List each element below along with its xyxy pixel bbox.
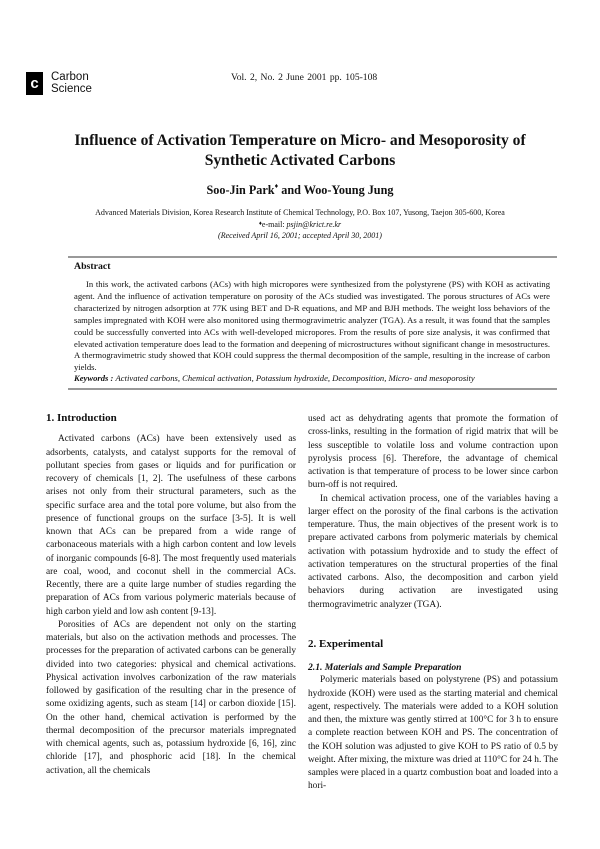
keywords-label: Keywords : <box>74 373 116 383</box>
abstract-bottom-rule <box>68 388 557 390</box>
corresponding-author-icon: ♦ <box>274 182 279 190</box>
intro-paragraph-3: In chemical activation process, one of the variables having a larger effect on the porosity of the final carbons is the activation temperature. Thus, the main objectives of the present work is to prepare activated carbons from polymeric materials by chemical activation with potassium hydroxide and to study the effect of activation temperatures on the structural properties of the final activated carbons. Also, the decomposition and carbon yield behaviors during activation are investigated using thermogravimetric analyzer (TGA). <box>308 493 558 610</box>
affiliation-block <box>40 207 560 242</box>
abstract-top-rule <box>68 256 557 258</box>
contact-email-line <box>40 219 560 231</box>
right-column <box>308 413 558 794</box>
author-list <box>40 183 560 198</box>
abstract-body <box>74 279 550 374</box>
intro-paragraph-2: Porosities of ACs are dependent not only on the starting materials, but also on the activation methods and processes. The processes for the preparation of activated carbons can be generally divided into two categories: physical and chemical activations. Physical activation involves carbonization of the raw materials followed by gasification of the resulting char in the presence of some oxidizing agents, such as steam [14] or carbon dioxide [15]. On the other hand, chemical activation is performed by the thermal decomposition of the precursor materials impregnated with chemical agents, such as, potassium hydroxide [6, 16], zinc chloride [17], and phosphoric acid [18]. In the chemical activation, all the chemicals <box>46 619 296 776</box>
journal-name-line1: Carbon <box>51 71 89 83</box>
paper-title-line2: Synthetic Activated Carbons <box>204 152 396 169</box>
section-heading-experimental: 2. Experimental <box>308 637 384 650</box>
abstract-text: In this work, the activated carbons (ACs) with high micropores were synthesized from the polystyrene (PS) with KOH as activating agent. And the influence of activation temperature on porosity of the ACs studied was investigated. The porous structures of ACs were characterized by nitrogen adsorption at 77K using BET and D-R equations, and MP and BJH methods. The weight loss behaviors of the samples impregnated with KOH were also monitored using thermogravimetric analyzer (TGA). As a result, it was found that the samples could be successfully converted into ACs with well-developed micropores. From the results of pore size analysis, it was confirmed that elevated activation temperature does lead to the formation and deepening of microstructures without significant change in mesostructures. A thermogravimetric study showed that KOH could suppress the thermal decomposition of the sample, resulting in the increase of carbon yields. <box>74 279 550 373</box>
author-2: Woo-Young Jung <box>303 183 394 197</box>
journal-name <box>51 71 92 95</box>
left-column <box>46 412 296 778</box>
author-1: Soo-Jin Park <box>206 183 275 197</box>
email-address[interactable]: psjin@krict.re.kr <box>286 219 342 229</box>
intro-paragraph-2-continued: used act as dehydrating agents that promote the formation of cross-links, resulting in the formation of rigid matrix that will be less susceptible to volatile loss and volume contraction upon pyrolysis process [6]. Therefore, the advantage of chemical activation is that temperature of process to be lower since carbon burn-off is not required. <box>308 414 558 491</box>
keywords-list: Activated carbons, Chemical activation, Potassium hydroxide, Decomposition, Micro- and mesoporosity <box>115 373 475 383</box>
keywords-line <box>74 373 550 383</box>
paper-title <box>40 131 560 171</box>
carbon-science-logo-icon: c <box>26 72 43 95</box>
journal-volume-info: Vol. 2, No. 2 June 2001 pp. 105-108 <box>231 72 378 83</box>
experimental-paragraph-1: Polymeric materials based on polystyrene (PS) and potassium hydroxide (KOH) were used as the starting material and chemical agent, respectively. The materials were added to a KOH solution and then, the mixture was gently stirred at 100°C for 3 h to ensure a complete reaction between KOH and PS. The concentration of the KOH solution was adjusted to give KOH to PS ratio of 0.5 by weight. After mixing, the mixture was dried at 110°C for 24 h. The samples were placed in a quartz combustion boat and loaded into a hori- <box>308 675 558 792</box>
author-join: and <box>278 183 304 197</box>
journal-logo <box>26 71 92 95</box>
abstract-heading: Abstract <box>74 261 111 272</box>
affiliation: Advanced Materials Division, Korea Research Institute of Chemical Technology, P.O. Box 107, Yusong, Taejon 305-600, Korea <box>95 208 505 217</box>
section-heading-introduction: 1. Introduction <box>46 412 117 424</box>
corresponding-mark-icon: ♦ <box>258 220 262 227</box>
subsection-heading-materials: 2.1. Materials and Sample Preparation <box>308 662 462 673</box>
received-dates: (Received April 16, 2001; accepted April 30, 2001) <box>218 231 382 240</box>
intro-paragraph-1: Activated carbons (ACs) have been extensively used as adsorbents, catalysts, and catalyst supports for the removal of pollutant species from gases or liquids and for purification or recovery of chemicals [1, 2]. The usefulness of these carbons arises not only from their structural parameters, such as the specific surface area and the total pore volume, but also from the presence of functional groups on the surface [3-5]. It is well known that ACs can be prepared from a wide range of carbonaceous materials with a high carbon content and low levels of inorganic compounds [6-8]. The most frequently used materials are coal, wood, and coconut shell in the commercial ACs. Recently, there are a quite large number of studies regarding the preparation of ACs from various polymeric materials because of high carbon yield and low ash content [9-13]. <box>46 434 296 617</box>
paper-title-line1: Influence of Activation Temperature on Micro- and Mesoporosity of <box>74 132 526 149</box>
journal-name-line2: Science <box>51 83 92 95</box>
email-label: e-mail: <box>261 219 287 229</box>
